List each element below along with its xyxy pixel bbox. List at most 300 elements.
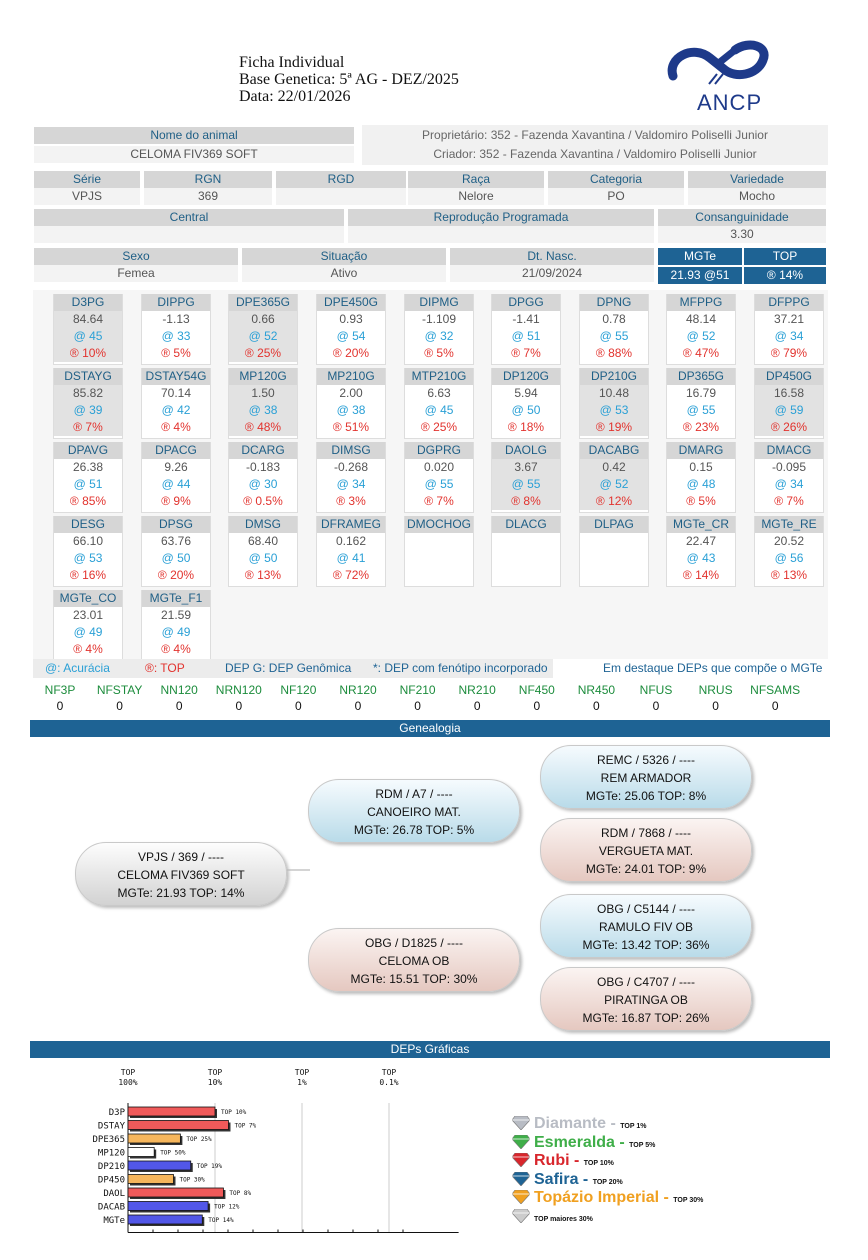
tier-item <box>512 1152 614 1170</box>
tier-sep: - <box>606 1115 621 1132</box>
chart-value-label: TOP 8% <box>229 1190 252 1197</box>
dep-accuracy: @ 48 <box>686 477 716 491</box>
dep-name: DGPRG <box>405 442 473 459</box>
dep-value: 1.50 <box>229 385 297 402</box>
dep-top: ® 13% <box>770 568 808 582</box>
pedigree-ds-name: RAMULO FIV OB <box>598 920 693 934</box>
dep-value: 10.48 <box>580 385 648 402</box>
dep-name: MGTe_F1 <box>142 590 210 607</box>
nascimento-value: 21/09/2024 <box>450 265 654 282</box>
dep-value: 26.38 <box>72 460 104 474</box>
count-label: NF210 <box>399 683 436 697</box>
chart-bar <box>128 1107 215 1116</box>
variedade-label: Variedade <box>688 171 826 188</box>
chart-category-label: MGTe <box>103 1216 125 1226</box>
dep-top: ® 3% <box>336 494 366 508</box>
legend-destaque: Em destaque DEPs que compõe o MGTe <box>603 661 823 675</box>
tier-top: TOP 20% <box>592 1178 623 1186</box>
chart-category-label: D3P <box>108 1108 125 1118</box>
dep-name: D3PG <box>54 294 122 311</box>
dep-value: 16.79 <box>685 386 717 400</box>
dep-cell <box>228 516 298 587</box>
dep-value: -1.41 <box>512 312 540 326</box>
owner-text: Proprietário: 352 - Fazenda Xavantina / Valdomiro Poliselli Junior <box>422 128 768 142</box>
count-item <box>30 683 90 713</box>
dep-cell <box>666 368 736 439</box>
dep-accuracy: @ 49 <box>73 625 103 639</box>
dep-name: DMARG <box>667 442 735 459</box>
dep-legend <box>33 659 828 678</box>
dep-cell <box>754 368 824 439</box>
dep-name: DMOCHOG <box>407 517 471 531</box>
tier-item <box>512 1208 593 1226</box>
dep-name: DLACG <box>492 516 560 533</box>
dep-value: 66.10 <box>72 534 104 548</box>
pedigree-animal-name: CELOMA FIV369 SOFT <box>117 868 245 882</box>
count-item <box>566 683 626 713</box>
dep-top: ® 4% <box>73 642 103 656</box>
chart-category-label: DAOL <box>103 1189 125 1199</box>
dep-accuracy: @ 54 <box>336 329 366 343</box>
dep-accuracy: @ 59 <box>755 402 823 419</box>
tier-name: Esmeralda <box>534 1133 615 1151</box>
count-item <box>686 683 746 713</box>
pedigree-dd-id: OBG / C4707 / ---- <box>596 975 696 989</box>
count-value: 0 <box>354 699 362 713</box>
dep-accuracy: @ 49 <box>161 625 191 639</box>
dep-name: DSTAYG <box>54 368 122 385</box>
dep-value: 23.01 <box>72 608 104 622</box>
tier-item <box>512 1189 703 1207</box>
dep-value: -0.268 <box>333 460 369 474</box>
chart-bar <box>128 1121 228 1130</box>
pedigree-maternal-grandsire[interactable] <box>540 894 752 958</box>
dep-accuracy: @ 56 <box>774 551 804 565</box>
dep-name: MFPPG <box>667 294 735 311</box>
dep-value: 0.78 <box>602 312 626 326</box>
dep-top: ® 8% <box>492 493 560 510</box>
pedigree-sd-name: VERGUETA MAT. <box>598 844 694 858</box>
dep-accuracy: @ 38 <box>336 403 366 417</box>
count-value: 0 <box>116 699 123 713</box>
dep-value: 6.63 <box>427 386 451 400</box>
dep-accuracy: @ 45 <box>54 328 122 345</box>
dep-accuracy: @ 50 <box>161 551 191 565</box>
dep-top: ® 26% <box>755 419 823 436</box>
count-item <box>745 683 805 713</box>
dep-accuracy: @ 33 <box>161 329 191 343</box>
dep-top: ® 5% <box>161 346 191 360</box>
dep-cell <box>579 294 649 365</box>
animal-name-label: Nome do animal <box>34 127 354 144</box>
dep-name: DPE365G <box>229 294 297 311</box>
dep-top: ® 72% <box>332 568 370 582</box>
owner-box <box>362 125 828 165</box>
serie-value: VPJS <box>34 188 140 205</box>
count-label: NF3P <box>44 683 76 697</box>
dep-name: DP450G <box>755 368 823 385</box>
count-item <box>90 683 150 713</box>
dep-top: ® 7% <box>511 346 541 360</box>
pedigree-dam-id: OBG / D1825 / ---- <box>364 936 464 950</box>
pedigree-dam[interactable] <box>308 928 520 992</box>
top-label: TOP <box>744 248 826 265</box>
count-label: NR450 <box>577 683 616 697</box>
dep-name: DP120G <box>492 368 560 385</box>
dep-cell <box>316 442 386 513</box>
dep-accuracy: @ 52 <box>580 476 648 493</box>
dep-cell <box>316 294 386 365</box>
chart-bar <box>128 1202 208 1211</box>
count-item <box>447 683 507 713</box>
pedigree-ds-mgte: MGTe: 13.42 TOP: 36% <box>582 938 710 952</box>
dep-name: DPGG <box>492 294 560 311</box>
dep-value <box>580 533 648 550</box>
chart-axis-label: 0.1% <box>379 1078 399 1087</box>
count-item <box>149 683 209 713</box>
count-label: NN120 <box>160 683 198 697</box>
dep-cell <box>228 442 298 513</box>
dep-accuracy: @ 32 <box>424 329 454 343</box>
dep-accuracy: @ 52 <box>686 329 716 343</box>
chart-bar <box>128 1148 154 1157</box>
count-value: 0 <box>56 699 64 713</box>
dep-value: 85.82 <box>54 385 122 402</box>
count-value: 0 <box>235 699 243 713</box>
dep-top: ® 14% <box>682 568 720 582</box>
dep-name: DMSG <box>229 516 297 533</box>
dep-value: 2.00 <box>339 386 363 400</box>
chart-category-label: DPE365 <box>92 1135 125 1145</box>
dep-top: ® 5% <box>424 346 454 360</box>
dep-cell <box>404 294 474 365</box>
tier-sep: - <box>569 1152 584 1169</box>
dep-value: 22.47 <box>685 534 717 548</box>
consanguinidade-label: Consanguinidade <box>658 209 826 226</box>
pedigree-animal[interactable] <box>75 842 287 906</box>
dep-top: ® 48% <box>229 419 297 436</box>
dep-name: DSTAY54G <box>142 368 210 385</box>
dep-value: -1.13 <box>162 312 190 326</box>
chart-value-label: TOP 50% <box>160 1149 186 1157</box>
count-label: NRN120 <box>215 683 262 697</box>
legend-acuracia: @: Acurácia <box>45 661 110 675</box>
count-value: 0 <box>652 699 660 713</box>
chart-axis-label: 100% <box>118 1078 138 1087</box>
count-value: 0 <box>295 699 302 713</box>
ancp-logo <box>665 38 775 116</box>
tier-sep: - <box>659 1189 674 1206</box>
dep-name: DAOLG <box>492 442 560 459</box>
chart-category-label: DP450 <box>97 1175 125 1186</box>
dep-value <box>492 533 560 550</box>
dep-value: 20.52 <box>773 534 805 548</box>
dep-top <box>405 567 473 584</box>
dep-accuracy: @ 53 <box>580 402 648 419</box>
dep-cell <box>579 516 649 587</box>
dep-cell <box>666 442 736 513</box>
chart-bar <box>128 1215 202 1224</box>
dep-name: MGTe_RE <box>755 516 823 533</box>
dep-name: DFPPG <box>755 294 823 311</box>
pedigree-paternal-granddam[interactable] <box>540 818 752 882</box>
dep-top: ® 79% <box>770 346 808 360</box>
rgd-value <box>276 188 406 205</box>
dep-cell <box>141 368 211 439</box>
dep-accuracy: @ 43 <box>686 551 716 565</box>
pedigree-ss-mgte: MGTe: 25.06 TOP: 8% <box>585 789 707 803</box>
sexo-value: Femea <box>34 265 238 282</box>
dep-value: 9.26 <box>164 460 188 474</box>
pedigree-dd-mgte: MGTe: 16.87 TOP: 26% <box>582 1011 710 1025</box>
count-value: 0 <box>533 699 541 713</box>
dep-top: ® 4% <box>161 420 191 434</box>
pedigree-sd-mgte: MGTe: 24.01 TOP: 9% <box>585 862 707 876</box>
dep-accuracy: @ 30 <box>248 477 278 491</box>
dep-cell <box>491 294 561 365</box>
pedigree-maternal-granddam[interactable] <box>540 967 752 1031</box>
dep-name: DIMSG <box>317 442 385 459</box>
rgd-label: RGD <box>276 171 406 188</box>
dep-accuracy: @ 55 <box>424 477 454 491</box>
dep-accuracy: @ 55 <box>492 476 560 493</box>
raca-label: Raça <box>408 171 544 188</box>
dep-accuracy: @ 45 <box>424 403 454 417</box>
dep-cell <box>53 516 123 587</box>
dep-top: ® 18% <box>507 420 545 434</box>
pedigree-sire-id: RDM / A7 / ---- <box>375 787 453 801</box>
dep-top: ® 13% <box>244 568 282 582</box>
chart-value-label: TOP 12% <box>214 1203 240 1211</box>
animal-name: CELOMA FIV369 SOFT <box>34 146 354 163</box>
dep-value: 0.66 <box>229 311 297 328</box>
legend-fenotipo: *: DEP com fenótipo incorporado <box>373 661 548 675</box>
chart-category-label: MP120 <box>97 1148 125 1159</box>
central-label: Central <box>34 209 344 226</box>
dep-accuracy: @ 51 <box>511 329 541 343</box>
count-label: NFSTAY <box>96 683 143 697</box>
chart-value-label: TOP 10% <box>221 1109 247 1116</box>
dep-cell <box>141 294 211 365</box>
chart-axis-label: TOP <box>207 1068 223 1077</box>
dep-top: ® 20% <box>157 568 195 582</box>
genealogy-header: Genealogia <box>30 720 830 737</box>
dep-name: DPAVG <box>54 442 122 459</box>
tier-top: TOP 10% <box>583 1160 614 1167</box>
dep-bar-chart <box>60 1065 480 1245</box>
dep-top <box>580 567 648 584</box>
chart-bar <box>128 1175 173 1184</box>
tier-item <box>512 1171 623 1189</box>
dep-cell <box>141 516 211 587</box>
dep-accuracy: @ 50 <box>511 403 541 417</box>
dep-name: DP365G <box>667 368 735 385</box>
tier-top: TOP 30% <box>673 1197 704 1204</box>
dep-cell <box>53 294 123 365</box>
mgte-value: 21.93 @51 <box>658 267 742 284</box>
chart-axis-label: TOP <box>120 1068 136 1077</box>
situacao-label: Situação <box>242 248 446 265</box>
dep-name: MP120G <box>229 368 297 385</box>
tier-name: Diamante <box>534 1115 607 1132</box>
count-value: 0 <box>771 699 779 713</box>
dep-value: 16.58 <box>755 385 823 402</box>
pedigree-paternal-grandsire[interactable] <box>540 745 752 809</box>
dep-cell <box>754 442 824 513</box>
dep-value: 0.020 <box>423 460 455 474</box>
serie-label: Série <box>34 171 140 188</box>
count-value: 0 <box>414 699 421 713</box>
dep-top: ® 85% <box>69 494 107 508</box>
dep-accuracy: @ 53 <box>73 551 103 565</box>
count-value: 0 <box>712 699 719 713</box>
dep-cell <box>404 442 474 513</box>
dep-name: DCARG <box>229 442 297 459</box>
pedigree-sire[interactable] <box>308 779 520 843</box>
variedade-value: Mocho <box>688 188 826 205</box>
chart-category-label: DP210 <box>97 1162 125 1172</box>
dep-name: DPE450G <box>317 294 385 311</box>
pedigree-sire-name: CANOEIRO MAT. <box>367 805 461 819</box>
dep-top: ® 7% <box>774 494 804 508</box>
dep-value: 0.15 <box>689 460 713 474</box>
dep-value <box>405 533 473 550</box>
central-value <box>34 226 344 243</box>
situacao-value: Ativo <box>242 265 446 282</box>
count-label: NFUS <box>639 683 673 697</box>
count-value: 0 <box>473 699 481 713</box>
dep-name: DIPMG <box>405 294 473 311</box>
repro-label: Reprodução Programada <box>348 209 654 226</box>
counts-row <box>30 683 830 719</box>
count-item <box>388 683 448 713</box>
chart-value-label: TOP 19% <box>196 1163 223 1170</box>
dep-top: ® 7% <box>424 494 454 508</box>
dep-value: 68.40 <box>247 534 279 548</box>
dep-cell <box>141 442 211 513</box>
chart-value-label: TOP 14% <box>208 1217 234 1224</box>
pedigree-ss-id: REMC / 5326 / ---- <box>596 753 695 767</box>
ancp-logo-icon <box>665 38 775 88</box>
count-item <box>626 683 686 713</box>
dep-value: 84.64 <box>54 311 122 328</box>
dep-top: ® 5% <box>686 494 716 508</box>
chart-bar <box>128 1188 223 1197</box>
pedigree-dd-name: PIRATINGA OB <box>604 993 688 1007</box>
chart-axis-label: 10% <box>207 1078 223 1087</box>
dep-top: ® 9% <box>161 494 191 508</box>
count-label: NR210 <box>458 683 496 697</box>
chart-axis-label: TOP <box>381 1068 397 1077</box>
chart-value-label: TOP 25% <box>186 1136 212 1143</box>
diamond-gem-icon <box>512 1116 530 1130</box>
dep-top <box>492 567 560 584</box>
topaz-gem-icon <box>512 1190 530 1204</box>
dep-name: DMACG <box>755 442 823 459</box>
dep-top: ® 19% <box>580 419 648 436</box>
dep-cell <box>53 368 123 439</box>
dep-accuracy: @ 55 <box>599 329 629 343</box>
sexo-label: Sexo <box>34 248 238 265</box>
dep-name: MTP210G <box>405 368 473 385</box>
count-value: 0 <box>593 699 600 713</box>
count-label: NF120 <box>280 683 317 697</box>
dep-top: ® 0.5% <box>243 494 283 508</box>
dep-top: ® 23% <box>682 420 720 434</box>
tier-top: TOP 5% <box>629 1141 656 1149</box>
dep-name: DACABG <box>580 442 648 459</box>
tier-sep: - <box>614 1133 630 1151</box>
consanguinidade-value: 3.30 <box>658 226 826 243</box>
dep-name: DP210G <box>580 368 648 385</box>
dep-cell <box>404 516 474 587</box>
count-item <box>209 683 269 713</box>
dep-cell <box>491 516 561 587</box>
tier-name: Safira <box>534 1170 579 1188</box>
sapphire-gem-icon <box>512 1172 530 1186</box>
dep-cell <box>228 294 298 365</box>
dep-cell <box>228 368 298 439</box>
dep-value: -0.095 <box>771 460 807 474</box>
raca-value: Nelore <box>408 188 544 205</box>
dep-cell <box>53 590 123 661</box>
dep-cell <box>404 368 474 439</box>
count-label: NR120 <box>339 683 377 697</box>
chart-axis-label: TOP <box>294 1068 310 1077</box>
dep-value: 0.162 <box>335 534 367 548</box>
chart-bar <box>128 1134 180 1143</box>
white-gem-icon <box>512 1209 530 1223</box>
count-item <box>507 683 567 713</box>
dep-accuracy: @ 38 <box>229 402 297 419</box>
dep-value: 37.21 <box>773 312 805 326</box>
dep-value: 70.14 <box>160 386 192 400</box>
dep-cell <box>316 368 386 439</box>
dep-name: DPACG <box>142 442 210 459</box>
dep-cell <box>579 442 649 513</box>
tier-item <box>512 1134 655 1152</box>
dep-accuracy: @ 44 <box>161 477 191 491</box>
dep-name: DESG <box>54 516 122 533</box>
header-title: Ficha Individual <box>239 54 345 71</box>
rgn-label: RGN <box>144 171 272 188</box>
dep-value: -1.109 <box>421 312 457 326</box>
dep-accuracy <box>405 550 473 567</box>
tier-top: TOP 1% <box>620 1123 647 1130</box>
dep-accuracy: @ 34 <box>774 329 804 343</box>
dep-name: DLPAG <box>580 516 648 533</box>
dep-top: ® 4% <box>161 642 191 656</box>
tier-name: Rubi <box>534 1152 570 1169</box>
pedigree-ds-id: OBG / C5144 / ---- <box>596 902 696 916</box>
dep-accuracy <box>580 550 648 567</box>
dep-accuracy: @ 39 <box>54 402 122 419</box>
dep-accuracy: @ 42 <box>161 403 191 417</box>
pedigree-ss-name: REM ARMADOR <box>600 771 692 785</box>
dep-accuracy: @ 34 <box>336 477 366 491</box>
dep-value: 21.59 <box>160 608 192 622</box>
tier-top: TOP maiores 30% <box>534 1215 593 1223</box>
nascimento-label: Dt. Nasc. <box>450 248 654 265</box>
dep-cell <box>754 516 824 587</box>
chart-bar <box>128 1161 191 1170</box>
rgn-value: 369 <box>144 188 272 205</box>
dep-name: DFRAMEG <box>317 516 385 533</box>
dep-accuracy: @ 52 <box>229 328 297 345</box>
dep-cell <box>316 516 386 587</box>
chart-category-label: DACAB <box>97 1202 125 1213</box>
tier-sep: - <box>578 1170 593 1188</box>
